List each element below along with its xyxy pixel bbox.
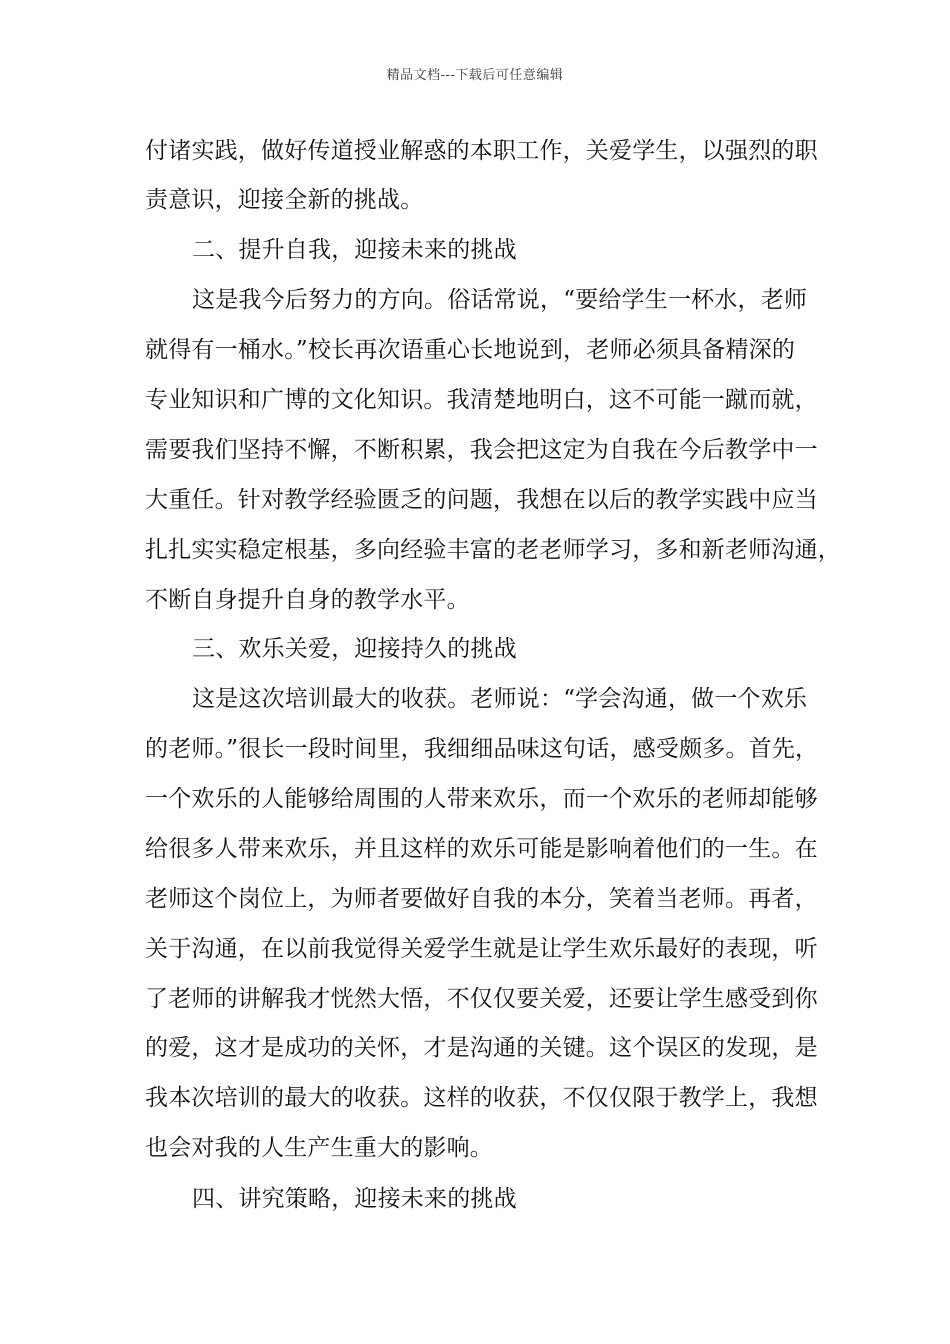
text-line: 专业知识和广博的文化知识。我清楚地明白，这不可能一蹴而就， [145,387,818,413]
text-line: 这是这次培训最大的收获。老师说：“学会沟通，做一个欢乐 [192,686,808,712]
text-line: 需要我们坚持不懈，不断积累，我会把这定为自我在今后教学中一 [145,437,818,463]
text-line: 一个欢乐的人能够给周围的人带来欢乐，而一个欢乐的老师却能够 [145,786,818,812]
text-line: 我本次培训的最大的收获。这样的收获，不仅仅限于教学上，我想 [145,1085,818,1111]
text-line: 老师这个岗位上，为师者要做好自我的本分，笑着当老师。再者， [145,886,818,912]
text-line: 关于沟通，在以前我觉得关爱学生就是让学生欢乐最好的表现，听 [145,936,818,962]
section-heading: 四、讲究策略，迎接未来的挑战 [192,1186,517,1212]
text-line: 大重任。针对教学经验匮乏的问题，我想在以后的教学实践中应当 [145,487,818,513]
text-line: 的爱，这才是成功的关怀，才是沟通的关键。这个误区的发现，是 [145,1035,818,1061]
text-line: 责意识，迎接全新的挑战。 [145,187,424,213]
text-line: 付诸实践，做好传道授业解惑的本职工作，关爱学生，以强烈的职 [145,138,818,164]
section-heading: 二、提升自我，迎接未来的挑战 [192,237,517,263]
text-line: 不断自身提升自身的教学水平。 [145,587,470,613]
text-line: 就得有一桶水。”校长再次语重心长地说到，老师必须具备精深的 [145,337,796,363]
text-line: 也会对我的人生产生重大的影响。 [145,1135,493,1161]
section-heading: 三、欢乐关爱，迎接持久的挑战 [192,636,517,662]
text-line: 这是我今后努力的方向。俗话常说，“要给学生一杯水，老师 [192,287,808,313]
text-line: 的老师。”很长一段时间里，我细细品味这句话，感受颇多。首先， [145,736,819,762]
page-header: 精品文档---下载后可任意编辑 [386,68,564,83]
text-line: 了老师的讲解我才恍然大悟，不仅仅要关爱，还要让学生感受到你 [145,986,818,1012]
text-line: 扎扎实实稳定根基，多向经验丰富的老老师学习，多和新老师沟通， [145,537,841,563]
text-line: 给很多人带来欢乐，并且这样的欢乐可能是影响着他们的一生。在 [145,836,818,862]
